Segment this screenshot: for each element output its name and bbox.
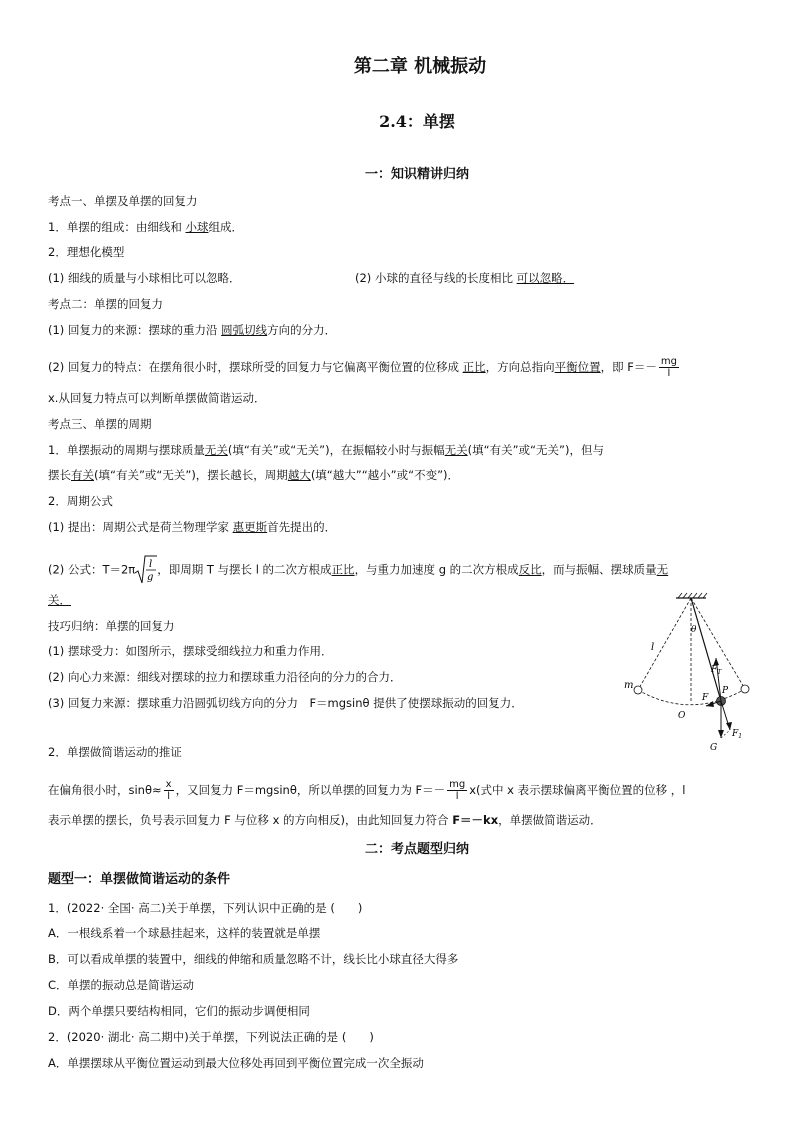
swing-arc: [638, 689, 745, 705]
q1-option-c: C．单摆的振动总是简谐运动: [48, 978, 195, 992]
left-string: [638, 598, 691, 690]
k2-line2: (2) 回复力的特点：在摆角很小时，摆球所受的回复力与它偏离平衡位置的位移成 正比，方向总指向平衡位置，即 F＝－ $\frac{mg}{l}$: [48, 356, 677, 379]
tip-line1: (1) 摆球受力：如图所示，摆球受细线拉力和重力作用．: [48, 644, 333, 658]
label-p: P: [722, 686, 729, 696]
label-m: m: [624, 680, 634, 691]
k1-heading: 考点一、单摆及单摆的回复力: [48, 194, 198, 208]
q1-option-a: A．一根线系着一个球悬挂起来，这样的装置就是单摆: [48, 926, 321, 940]
k1-line2: 2．理想化模型: [48, 245, 125, 259]
tip-line4: 2．单摆做简谐运动的推证: [48, 745, 182, 759]
type1-title: 题型一：单摆做简谐运动的条件: [48, 872, 231, 887]
k2-heading: 考点二：单摆的回复力: [48, 297, 163, 311]
k3-line4: (1) 提出：周期公式是荷兰物理学家 惠更斯首先提出的．: [48, 520, 337, 534]
part1-title: 一：知识精讲归纳: [364, 167, 469, 182]
label-theta: θ: [691, 625, 697, 635]
k1-line1: 1．单摆的组成：由细线和 小球组成．: [48, 220, 243, 234]
pendulum-diagram: [618, 590, 758, 760]
svg-text:l: l: [149, 559, 153, 570]
label-f1: $F_1$: [732, 729, 743, 740]
label-o: O: [678, 711, 686, 721]
svg-text:g: g: [147, 572, 154, 583]
chapter-title: 第二章 机械振动: [353, 56, 487, 77]
k3-line5: (2) 公式：T＝2π l g ，即周期 T 与摆长 l 的二次方根成正比，与重力加速度 g 的二次方根成反比，而与振幅、摆球质量无: [48, 555, 668, 585]
k3-line3: 2．周期公式: [48, 494, 113, 508]
k1-line3a: (1) 细线的质量与小球相比可以忽略．: [48, 271, 241, 285]
q1-option-d: D．两个单摆只要结构相同，它们的振动步调便相同: [48, 1004, 310, 1018]
fraction-x-over-l: $\frac{x}{l}$: [165, 779, 172, 802]
label-f: F: [702, 693, 709, 703]
label-l: l: [651, 642, 655, 653]
fraction-mg-over-l: $\frac{mg}{l}$: [660, 356, 677, 379]
label-ft: $F_T$: [711, 665, 722, 676]
k3-line2: 摆长有关(填“有关”或“无关”)，摆长越长，周期越大(填“越大”“越小”或“不变”)．: [48, 468, 460, 482]
question-2: 2．(2020· 湖北· 高二期中)关于单摆，下列说法正确的是 ( ): [48, 1030, 374, 1044]
k2-line3: x.从回复力特点可以判断单摆做简谐运动．: [48, 391, 266, 405]
k3-heading: 考点三、单摆的周期: [48, 417, 152, 431]
gravity-arrowhead: [718, 730, 724, 738]
ball-right: [741, 685, 749, 693]
q2-option-a: A．单摆摆球从平衡位置运动到最大位移处再回到平衡位置完成一次全振动: [48, 1056, 424, 1070]
tip-heading: 技巧归纳：单摆的回复力: [48, 619, 175, 633]
section-title: 2.4：单摆: [379, 112, 455, 131]
tip-line3: (3) 回复力来源：摆球重力沿圆弧切线方向的分力 F＝mgsinθ 提供了使摆球振动的回复力．: [48, 696, 523, 710]
ball-left: [634, 686, 642, 694]
k1-line3b: (2) 小球的直径与线的长度相比 可以忽略．: [355, 271, 575, 285]
tip-line5: 在偏角很小时，sinθ≈ $\frac{x}{l}$ ，又回复力 F＝mgsinθ，所以单摆的回复力为 F＝－ $\frac{mg}{l}$ x(式中 x 表示摆球偏离平衡位置的位移 ，l: [48, 779, 686, 802]
fraction-mg-over-l-2: $\frac{mg}{l}$: [449, 779, 466, 802]
pendulum-string: [691, 598, 721, 701]
sqrt-l-over-g: [135, 555, 157, 585]
k3-line1: 1．单摆振动的周期与摆球质量无关(填“有关”或“无关”)，在振幅较小时与振幅无关(填“有关”或“无关”)，但与: [48, 443, 604, 457]
tip-line6: 表示单摆的摆长，负号表示回复力 F 与位移 x 的方向相反)，由此知回复力符合 F＝－kx，单摆做简谐运动．: [48, 813, 602, 827]
k3-line6: 关．: [48, 593, 71, 607]
part2-title: 二：考点题型归纳: [364, 842, 469, 857]
q1-option-b: B．可以看成单摆的装置中，细线的伸缩和质量忽略不计，线长比小球直径大得多: [48, 952, 459, 966]
question-1: 1．(2022· 全国· 高二)关于单摆，下列认识中正确的是 ( ): [48, 901, 363, 915]
ceiling-hatch: [678, 593, 707, 598]
tip-line2: (2) 向心力来源：细线对摆球的拉力和摆球重力沿径向的分力的合力．: [48, 670, 402, 684]
k2-line1: (1) 回复力的来源：摆球的重力沿 圆弧切线方向的分力．: [48, 323, 337, 337]
label-g: G: [710, 743, 718, 753]
